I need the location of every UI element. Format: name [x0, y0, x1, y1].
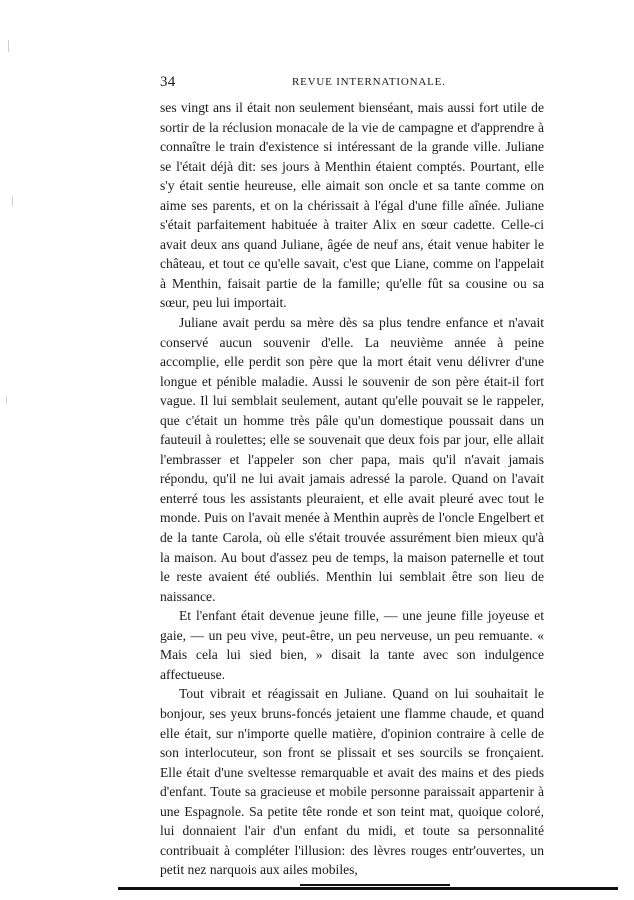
scan-mark — [6, 396, 7, 404]
running-title: REVUE INTERNATIONALE. — [292, 76, 446, 88]
scan-mark — [12, 196, 13, 206]
bottom-scan-rule — [118, 887, 618, 890]
paragraph-4: Tout vibrait et réagissait en Juliane. Quand on lui souhaitait le bonjour, ses yeux bruns-foncés jetaient une flamme chaude, et quand elle était, sur n'importe quelle matière, d'opinion contraire à celle de son interlocuteur, son front se plissait et ses sourcils se fronçaient. Elle était d'une sveltesse remarquable et avait des mains et des pieds d'enfant. Toute sa gracieuse et mobile personne paraissait appartenir à une Espagnole. Sa petite tête ronde et son teint mat, quoique coloré, lui donnaient l'air d'un enfant du midi, et toute sa personnalité contribuait à compléter l'illusion: des lèvres rouges entr'ouvertes, un petit nez narquois aux ailes mobiles, — [160, 686, 544, 878]
page-number: 34 — [160, 74, 176, 90]
paragraph-3: Et l'enfant était devenue jeune fille, — une jeune fille joyeuse et gaie, — un peu vive, peut-être, un peu nerveuse, un peu remuante. « Mais cela lui sied bien, » disait la tante avec son indulgence affectueuse. — [160, 608, 544, 682]
paragraph-1: ses vingt ans il était non seulement bienséant, mais aussi fort utile de sortir de la réclusion monacale de la vie de campagne et d'apprendre à connaître le train d'existence si intéressant de la grande ville. Juliane se l'était déjà dit: ses jours à Menthin étaient comptés. Pourtant, elle s'y était sentie heureuse, elle aimait son oncle et sa tante comme on aime ses parents, et on la chérissait à l'égal d'une fille aînée. Juliane s'était parfaitement habituée à traiter Alix en sœur cadette. Celle-ci avait deux ans quand Juliane, âgée de neuf ans, était venue habiter le château, et tout ce qu'elle savait, c'est que Liane, comme on l'appelait à Menthin, faisait partie de la famille; qu'elle fût sa cousine ou sa sœur, peu lui importait. — [160, 100, 544, 311]
bottom-scan-rule-fragment — [300, 884, 450, 886]
body-text — [160, 98, 544, 880]
page-header — [160, 74, 544, 94]
scan-mark — [8, 40, 9, 52]
paragraph-2: Juliane avait perdu sa mère dès sa plus tendre enfance et n'avait conservé aucun souvenir d'elle. La neuvième année à peine accomplie, elle perdit son père que la mort était venu délivrer d'une longue et pénible maladie. Aussi le souvenir de son père était-il fort vague. Il lui semblait seulement, autant qu'elle pouvait se le rappeler, que c'était un homme très pâle qu'un domestique poussait dans un fauteuil à roulettes; elle se souvenait que deux fois par jour, elle allait l'embrasser et l'appeler son cher papa, mais qu'il n'avait jamais répondu, qu'il ne lui avait jamais adressé la parole. Quand on l'avait enterré tous les assistants pleuraient, et elle avait pleuré avec tout le monde. Puis on l'avait menée à Menthin auprès de l'oncle Engelbert et de la tante Carola, où elle s'était trouvée assurément bien mieux qu'à la maison. Au bout d'assez peu de temps, la maison paternelle et tout le reste avaient été oubliés. Menthin lui semblait être son lieu de naissance. — [160, 315, 544, 604]
